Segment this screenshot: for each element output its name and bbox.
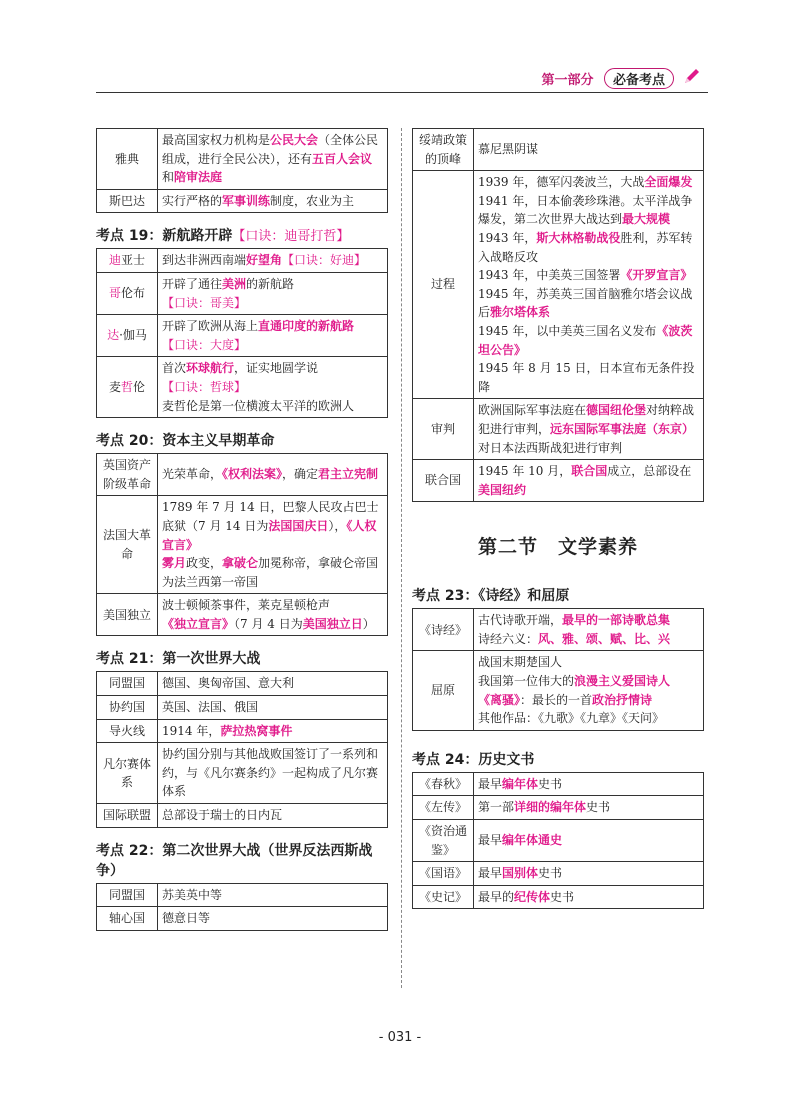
ww1-table [96, 671, 388, 827]
row-value: 德国、奥匈帝国、意大利 [158, 672, 388, 696]
row-key: 导火线 [97, 719, 158, 743]
chapter-title: 第二节 文学素养 [477, 536, 638, 559]
row-key: 国际联盟 [97, 804, 158, 828]
row-key: 英国资产阶级革命 [97, 454, 158, 496]
row-key: 屈原 [413, 651, 474, 730]
row-value: 慕尼黑阴谋 [474, 129, 704, 171]
row-key: 《资治通鉴》 [413, 820, 474, 862]
row-value: 开辟了通往美洲的新航路 【口诀：哥美】 [158, 272, 388, 314]
table-row [413, 460, 704, 502]
row-key: 雅典 [97, 129, 158, 190]
header-part: 第一部分 [541, 73, 594, 88]
row-key: 达·伽马 [97, 315, 158, 357]
row-value: 到达非洲西南端好望角【口诀：好迪】 [158, 249, 388, 273]
table-row [97, 189, 388, 213]
row-value: 总部设于瑞士的日内瓦 [158, 804, 388, 828]
row-key: 麦哲伦 [97, 357, 158, 418]
table-row [97, 272, 388, 314]
row-key: 《春秋》 [413, 772, 474, 796]
row-key: 同盟国 [97, 883, 158, 907]
left-column [96, 128, 388, 931]
row-key: 协约国 [97, 696, 158, 720]
poetry-table [412, 608, 704, 731]
table-row [413, 820, 704, 862]
table-row [413, 129, 704, 171]
row-key: 美国独立 [97, 594, 158, 636]
row-key: 同盟国 [97, 672, 158, 696]
section-20-title: 考点 20：资本主义早期革命 [96, 433, 275, 450]
row-key: 哥伦布 [97, 272, 158, 314]
section-24-title: 考点 24：历史文书 [412, 751, 535, 768]
header-section: 必备考点 [604, 68, 674, 89]
row-value: 实行严格的军事训练制度，农业为主 [158, 189, 388, 213]
table-row [413, 399, 704, 460]
row-key: 迪亚士 [97, 249, 158, 273]
history-books-table [412, 772, 704, 910]
row-value: 1914 年，萨拉热窝事件 [158, 719, 388, 743]
row-value: 最早编年体通史 [474, 820, 704, 862]
table-row [97, 496, 388, 594]
table-row [97, 883, 388, 907]
row-key: 轴心国 [97, 907, 158, 931]
column-divider [401, 128, 402, 988]
section-19-mnemonic: 【口诀：迪哥打哲】 [232, 229, 350, 245]
row-value: 最早编年体史书 [474, 772, 704, 796]
table-row [97, 357, 388, 418]
table-row [413, 862, 704, 886]
table-row [97, 804, 388, 828]
row-value: 最高国家权力机构是公民大会（全体公民组成，进行全民公决），还有五百人会议和陪审法庭 [158, 129, 388, 190]
row-key: 《国语》 [413, 862, 474, 886]
row-value: 古代诗歌开端，最早的一部诗歌总集 诗经六义：风、雅、颂、赋、比、兴 [474, 609, 704, 651]
row-value: 德意日等 [158, 907, 388, 931]
table-row [97, 249, 388, 273]
row-key: 《史记》 [413, 885, 474, 909]
row-value: 英国、法国、俄国 [158, 696, 388, 720]
table-row [97, 719, 388, 743]
right-column [412, 128, 704, 909]
row-value: 战国末期楚国人 我国第一位伟大的浪漫主义爱国诗人 《离骚》：最长的一首政治抒情诗 其他作品：《九歌》《九章》《天问》 [474, 651, 704, 730]
section-22-title: 考点 22：第二次世界大战（世界反法西斯战争） [96, 842, 373, 879]
row-value: 最早国别体史书 [474, 862, 704, 886]
row-value: 开辟了欧洲从海上直通印度的新航路 【口诀：大度】 [158, 315, 388, 357]
table-row [97, 454, 388, 496]
row-key: 法国大革命 [97, 496, 158, 594]
table-row [97, 315, 388, 357]
row-key: 《诗经》 [413, 609, 474, 651]
table-row [413, 171, 704, 399]
row-key: 审判 [413, 399, 474, 460]
row-key: 过程 [413, 171, 474, 399]
row-value: 1939 年，德军闪袭波兰，大战全面爆发 1941 年，日本偷袭珍珠港。太平洋战争爆发，第二次世界大战达到最大规模 1943 年，斯大林格勒战役胜利，苏军转入战略反攻 1943 年，中美英三国签署《开罗宣言》 1945 年，苏美英三国首脑雅尔塔会议战后雅尔塔体系 1945 年，以中美英三国名义发布《波茨坦公告》 1945 年 8 月 15 日，日本宣布无条件投降 [474, 171, 704, 399]
section-21-title: 考点 21：第一次世界大战 [96, 651, 261, 668]
greece-table [96, 128, 388, 213]
table-row [97, 907, 388, 931]
row-key: 《左传》 [413, 796, 474, 820]
section-19-label: 考点 19：新航路开辟 [96, 228, 233, 245]
row-value: 协约国分别与其他战败国签订了一系列和约，与《凡尔赛条约》一起构成了凡尔赛体系 [158, 743, 388, 804]
table-row [413, 885, 704, 909]
page-number: - 031 - [378, 1030, 422, 1045]
row-key: 斯巴达 [97, 189, 158, 213]
row-value: 最早的纪传体史书 [474, 885, 704, 909]
section-19-title [96, 225, 388, 245]
table-row [413, 651, 704, 730]
navigation-table [96, 248, 388, 418]
ww2-process-table [412, 128, 704, 502]
revolution-table [96, 453, 388, 636]
header-title [541, 68, 674, 89]
table-row [413, 609, 704, 651]
section-23-title: 考点 23：《诗经》和屈原 [412, 588, 570, 605]
row-key: 绥靖政策的顶峰 [413, 129, 474, 171]
page-header [96, 64, 708, 93]
row-value: 苏美英中等 [158, 883, 388, 907]
row-value: 1789 年 7 月 14 日，巴黎人民攻占巴士底狱（7 月 14 日为法国国庆日），《人权宣言》 雾月政变，拿破仑加冕称帝，拿破仑帝国为法兰西第一帝国 [158, 496, 388, 594]
row-value: 欧洲国际军事法庭在德国纽伦堡对纳粹战犯进行审判，远东国际军事法庭（东京）对日本法西斯战犯进行审判 [474, 399, 704, 460]
ww2-alliance-table [96, 883, 388, 931]
row-value: 波士顿倾茶事件，莱克星顿枪声 《独立宣言》（7 月 4 日为美国独立日） [158, 594, 388, 636]
row-key: 联合国 [413, 460, 474, 502]
row-value: 光荣革命，《权利法案》，确定君主立宪制 [158, 454, 388, 496]
table-row [97, 129, 388, 190]
table-row [97, 696, 388, 720]
table-row [97, 743, 388, 804]
row-key: 凡尔赛体系 [97, 743, 158, 804]
pencil-icon [682, 66, 702, 86]
table-row [97, 672, 388, 696]
row-value: 第一部详细的编年体史书 [474, 796, 704, 820]
row-value: 首次环球航行，证实地圆学说 【口诀：哲球】 麦哲伦是第一位横渡太平洋的欧洲人 [158, 357, 388, 418]
table-row [97, 594, 388, 636]
table-row [413, 796, 704, 820]
table-row [413, 772, 704, 796]
row-value: 1945 年 10 月，联合国成立，总部设在美国纽约 [474, 460, 704, 502]
